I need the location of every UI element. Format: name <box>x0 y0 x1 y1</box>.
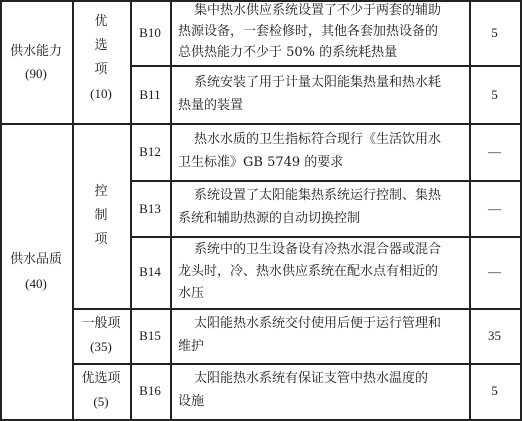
item-text-line: 系统和辅助热源的自动切换控制 <box>178 211 361 226</box>
category-char: 选 <box>94 38 108 53</box>
table-rule <box>130 65 522 67</box>
table-rule <box>0 419 522 421</box>
item-code: B14 <box>139 264 161 279</box>
item-code: B12 <box>139 144 161 159</box>
group-name: 供水品质 <box>9 252 62 267</box>
category-score: (5) <box>93 394 109 409</box>
item-value: — <box>488 264 501 279</box>
group-name: 供水能力 <box>9 44 62 59</box>
item-text-line: 集中热水供应系统设置了不少于两套的辅助 <box>194 3 442 18</box>
item-text-line: 系统中的卫生设备设有冷热水混合器或混合 <box>194 242 442 257</box>
table-rule <box>0 123 522 125</box>
item-text-line: 维护 <box>178 339 205 354</box>
item-code: B16 <box>139 383 161 398</box>
group-score: (40) <box>25 276 47 291</box>
category-char: 控 <box>94 184 108 199</box>
item-text-line: 热量的装置 <box>178 98 244 113</box>
category-char: 优 <box>94 14 108 29</box>
item-value: 5 <box>491 87 498 102</box>
table-rule <box>72 308 522 310</box>
item-text-line: 太阳能热水系统有保证支管中热水温度的 <box>194 371 429 386</box>
item-value: 5 <box>491 383 498 398</box>
item-code: B13 <box>139 201 161 216</box>
category-char: 制 <box>94 208 108 223</box>
category-char: 项 <box>94 232 108 247</box>
item-text-line: 热水水质的卫生指标符合现行《生活饮用水 <box>194 132 442 147</box>
item-text-line: 系统安装了用于计量太阳能集热量和热水耗 <box>194 75 442 90</box>
item-value: 5 <box>491 25 498 40</box>
item-text-line: 总供热能力不少于 50% 的系统耗热量 <box>178 45 398 60</box>
item-text-line: 热源设备，一套检修时，其他各套加热设备的 <box>178 24 439 39</box>
item-text-line: 卫生标准》GB 5749 的要求 <box>178 155 344 170</box>
item-text-line: 龙头时，冷、热水供应系统在配水点有相近的 <box>178 264 439 279</box>
table-rule <box>520 0 522 421</box>
group-score: (90) <box>25 66 47 81</box>
item-value: — <box>488 144 501 159</box>
category-char: 项 <box>94 62 108 77</box>
item-text-line: 水压 <box>178 286 205 301</box>
item-text-line: 系统设置了太阳能集热系统运行控制、集热 <box>194 188 442 203</box>
item-code: B15 <box>139 328 161 343</box>
item-value: — <box>488 201 501 216</box>
item-text-line: 太阳能热水系统交付使用后便于运行管理和 <box>194 316 442 331</box>
category-name: 优选项 <box>81 371 121 386</box>
item-code: B10 <box>139 25 161 40</box>
category-name: 一般项 <box>81 316 121 331</box>
table-rule <box>72 363 522 365</box>
category-score: (35) <box>90 339 112 354</box>
item-text-line: 设施 <box>178 394 205 409</box>
table-rule <box>170 0 172 421</box>
item-value: 35 <box>488 328 501 343</box>
table-rule <box>130 180 522 182</box>
item-code: B11 <box>139 87 161 102</box>
category-score: (10) <box>90 86 112 101</box>
table-rule <box>130 236 522 238</box>
